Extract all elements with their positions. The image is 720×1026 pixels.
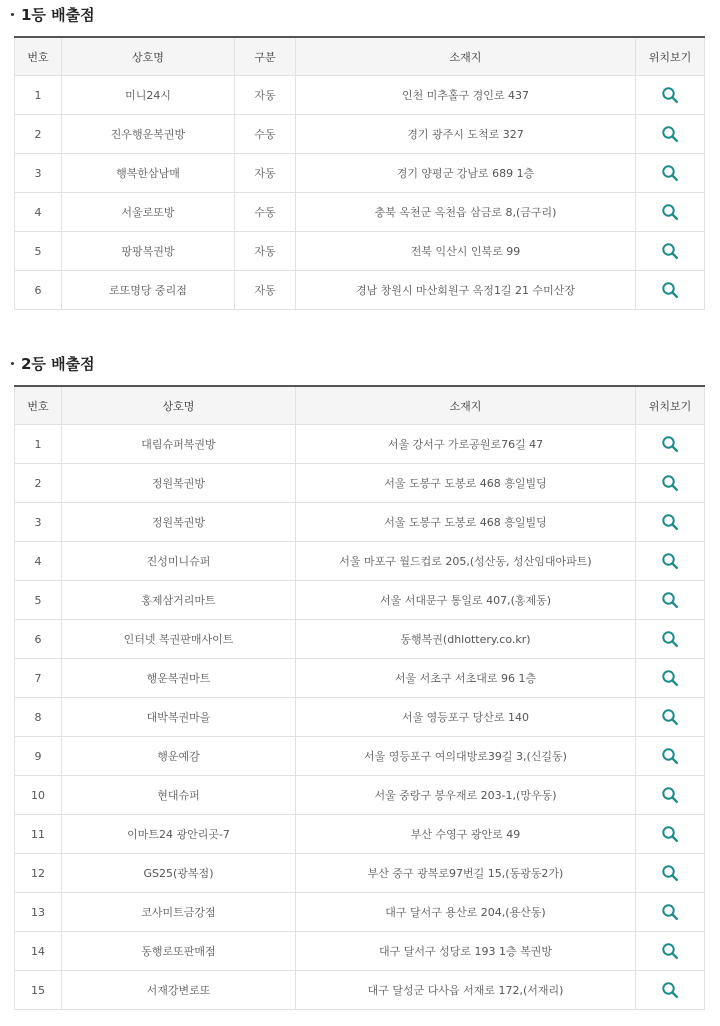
cell-address: 부산 중구 광복로97번길 15,(동광동2가): [296, 854, 636, 893]
search-icon[interactable]: [661, 474, 679, 492]
cell-name: 로또명당 중리점: [62, 271, 235, 310]
table-row: [15, 76, 705, 115]
cell-name: 팡팡복권방: [62, 232, 235, 271]
cell-name: 행운예감: [62, 737, 296, 776]
cell-map: [636, 232, 705, 271]
search-icon[interactable]: [661, 125, 679, 143]
cell-address: 서울 영등포구 당산로 140: [296, 698, 636, 737]
table-header-row: [15, 386, 705, 425]
cell-map: [636, 425, 705, 464]
cell-address: 서울 서대문구 통일로 407,(홍제동): [296, 581, 636, 620]
cell-address: 경기 양평군 강남로 689 1층: [296, 154, 636, 193]
table-row: [15, 737, 705, 776]
table-row: [15, 232, 705, 271]
bullet-dot: [11, 362, 14, 365]
cell-num: 12: [15, 854, 62, 893]
cell-map: [636, 76, 705, 115]
cell-num: 3: [15, 503, 62, 542]
search-icon[interactable]: [661, 281, 679, 299]
first-place-rows: [15, 76, 705, 310]
cell-num: 7: [15, 659, 62, 698]
cell-address: 대구 달서구 성당로 193 1층 복권방: [296, 932, 636, 971]
cell-map: [636, 464, 705, 503]
header-num: 번호: [15, 37, 62, 76]
header-type: 구분: [235, 37, 296, 76]
cell-num: 3: [15, 154, 62, 193]
search-icon[interactable]: [661, 708, 679, 726]
search-icon[interactable]: [661, 513, 679, 531]
cell-name: 현대슈퍼: [62, 776, 296, 815]
bullet-dot: [11, 13, 14, 16]
section-title-second: [8, 353, 95, 375]
table-row: [15, 271, 705, 310]
second-place-rows: [15, 425, 705, 1010]
table-row: [15, 932, 705, 971]
cell-num: 5: [15, 581, 62, 620]
table-row: [15, 893, 705, 932]
search-icon[interactable]: [661, 435, 679, 453]
cell-name: 진성미니슈퍼: [62, 542, 296, 581]
cell-num: 14: [15, 932, 62, 971]
cell-address: 대구 달서구 용산로 204,(용산동): [296, 893, 636, 932]
cell-name: 대박복권마을: [62, 698, 296, 737]
table-row: [15, 542, 705, 581]
table-row: [15, 581, 705, 620]
cell-num: 4: [15, 542, 62, 581]
cell-name: 정원복권방: [62, 503, 296, 542]
header-address: 소재지: [296, 37, 636, 76]
cell-name: 미니24시: [62, 76, 235, 115]
cell-address: 서울 서초구 서초대로 96 1층: [296, 659, 636, 698]
second-place-table: [14, 385, 705, 1010]
search-icon[interactable]: [661, 747, 679, 765]
cell-map: [636, 154, 705, 193]
cell-type: 수동: [235, 115, 296, 154]
cell-num: 13: [15, 893, 62, 932]
table-row: [15, 698, 705, 737]
table-row: [15, 425, 705, 464]
cell-num: 15: [15, 971, 62, 1010]
cell-name: GS25(광복점): [62, 854, 296, 893]
cell-address: 전북 익산시 인북로 99: [296, 232, 636, 271]
search-icon[interactable]: [661, 86, 679, 104]
cell-map: [636, 815, 705, 854]
cell-map: [636, 115, 705, 154]
cell-address: 부산 수영구 광안로 49: [296, 815, 636, 854]
cell-num: 1: [15, 425, 62, 464]
cell-address: 경남 창원시 마산회원구 옥정1길 21 수미산장: [296, 271, 636, 310]
cell-map: [636, 776, 705, 815]
cell-num: 5: [15, 232, 62, 271]
cell-num: 2: [15, 464, 62, 503]
table-row: [15, 971, 705, 1010]
cell-num: 4: [15, 193, 62, 232]
header-address: 소재지: [296, 386, 636, 425]
table-row: [15, 620, 705, 659]
search-icon[interactable]: [661, 864, 679, 882]
cell-map: [636, 193, 705, 232]
cell-name: 동행로또판매점: [62, 932, 296, 971]
search-icon[interactable]: [661, 164, 679, 182]
table-row: [15, 193, 705, 232]
cell-name: 행운복권마트: [62, 659, 296, 698]
section-title-first: [8, 4, 95, 26]
cell-name: 코사미트금강점: [62, 893, 296, 932]
cell-name: 서울로또방: [62, 193, 235, 232]
table-row: [15, 464, 705, 503]
cell-address: 서울 마포구 월드컵로 205,(성산동, 성산임대아파트): [296, 542, 636, 581]
search-icon[interactable]: [661, 825, 679, 843]
cell-map: [636, 620, 705, 659]
table-row: [15, 503, 705, 542]
cell-num: 6: [15, 620, 62, 659]
search-icon[interactable]: [661, 552, 679, 570]
cell-address: 서울 영등포구 여의대방로39길 3,(신길동): [296, 737, 636, 776]
search-icon[interactable]: [661, 981, 679, 999]
header-map: 위치보기: [636, 37, 705, 76]
table-row: [15, 154, 705, 193]
cell-name: 진우행운복권방: [62, 115, 235, 154]
cell-map: [636, 659, 705, 698]
search-icon[interactable]: [661, 242, 679, 260]
header-name: 상호명: [62, 386, 296, 425]
cell-address: 충북 옥천군 옥천읍 삼금로 8,(금구리): [296, 193, 636, 232]
search-icon[interactable]: [661, 669, 679, 687]
cell-map: [636, 932, 705, 971]
cell-name: 대림슈퍼복권방: [62, 425, 296, 464]
cell-num: 2: [15, 115, 62, 154]
table-row: [15, 659, 705, 698]
search-icon[interactable]: [661, 942, 679, 960]
search-icon[interactable]: [661, 786, 679, 804]
cell-num: 10: [15, 776, 62, 815]
cell-map: [636, 503, 705, 542]
table-row: [15, 776, 705, 815]
cell-address: 대구 달성군 다사읍 서재로 172,(서재리): [296, 971, 636, 1010]
cell-type: 자동: [235, 154, 296, 193]
header-map: 위치보기: [636, 386, 705, 425]
cell-name: 서재강변로또: [62, 971, 296, 1010]
cell-name: 인터넷 복권판매사이트: [62, 620, 296, 659]
cell-name: 이마트24 광안리곳-7: [62, 815, 296, 854]
cell-map: [636, 854, 705, 893]
cell-num: 6: [15, 271, 62, 310]
cell-address: 동행복권(dhlottery.co.kr): [296, 620, 636, 659]
table-row: [15, 854, 705, 893]
cell-address: 서울 강서구 가로공원로76길 47: [296, 425, 636, 464]
search-icon[interactable]: [661, 630, 679, 648]
first-place-title: 1등 배출점: [21, 6, 95, 24]
cell-num: 8: [15, 698, 62, 737]
search-icon[interactable]: [661, 903, 679, 921]
header-num: 번호: [15, 386, 62, 425]
second-place-title: 2등 배출점: [21, 355, 95, 373]
cell-type: 자동: [235, 232, 296, 271]
cell-type: 수동: [235, 193, 296, 232]
cell-map: [636, 698, 705, 737]
cell-address: 서울 도봉구 도봉로 468 흥일빌딩: [296, 464, 636, 503]
cell-address: 서울 도봉구 도봉로 468 흥일빌딩: [296, 503, 636, 542]
table-row: [15, 115, 705, 154]
cell-name: 행복한삼남매: [62, 154, 235, 193]
cell-address: 서울 중랑구 봉우재로 203-1,(망우동): [296, 776, 636, 815]
first-place-table: [14, 36, 705, 310]
cell-num: 11: [15, 815, 62, 854]
cell-name: 정원복권방: [62, 464, 296, 503]
cell-num: 9: [15, 737, 62, 776]
cell-map: [636, 542, 705, 581]
cell-map: [636, 737, 705, 776]
cell-address: 경기 광주시 도척로 327: [296, 115, 636, 154]
cell-type: 자동: [235, 271, 296, 310]
cell-map: [636, 271, 705, 310]
cell-type: 자동: [235, 76, 296, 115]
table-row: [15, 815, 705, 854]
cell-name: 홍제삼거리마트: [62, 581, 296, 620]
cell-map: [636, 893, 705, 932]
table-header-row: [15, 37, 705, 76]
search-icon[interactable]: [661, 203, 679, 221]
search-icon[interactable]: [661, 591, 679, 609]
cell-num: 1: [15, 76, 62, 115]
cell-address: 인천 미추홀구 경인로 437: [296, 76, 636, 115]
header-name: 상호명: [62, 37, 235, 76]
cell-map: [636, 971, 705, 1010]
cell-map: [636, 581, 705, 620]
